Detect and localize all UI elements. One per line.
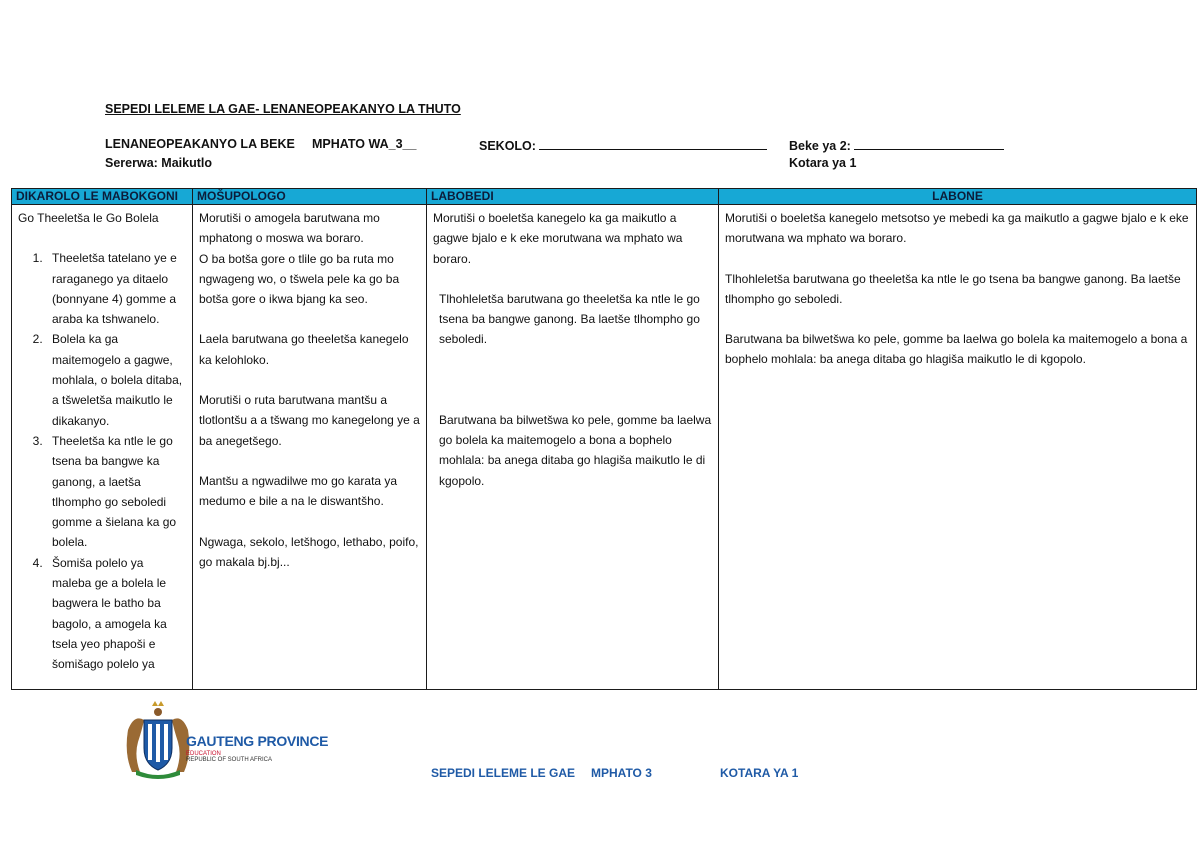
header-monday: MOŠUPOLOGO xyxy=(193,189,427,205)
table-header-row xyxy=(12,189,1197,205)
list-item: 3. Theeletša ka ntle le go tsena ba bangwe ka ganong, a laetša tlhompho go seboledi gomme a šielana ka go bolela. xyxy=(46,431,186,553)
tuesday-paragraph-3: Barutwana ba bilwetšwa ko pele, gomme ba laelwa go bolela ka maitemogelo a bona a bophelo mohlala: ba anega ditaba go hlagiša maikutlo le di kgopolo. xyxy=(439,412,712,488)
list-item: 2. Bolela ka ga maitemogelo a gagwe, mohlala, o bolela ditaba, a tšweletša maikutlo le dikakanyo. xyxy=(46,329,186,430)
document-title: SEPEDI LELEME LA GAE- LENANEOPEAKANYO LA THUTO xyxy=(105,102,461,116)
logo-name: GAUTENG PROVINCE xyxy=(186,733,329,749)
thursday-paragraph-1: Morutiši o boeletša kanegelo metsotso ye mebedi ka ga maikutlo a gagwe bjalo e k eke morutwana wa mphato wa boraro. xyxy=(725,211,1189,246)
monday-paragraph-4: Morutiši o ruta barutwana mantšu a tlotlontšu a a tšwang mo kanegelong ye a ba anegetšego. xyxy=(199,393,420,448)
thursday-paragraph-3: Barutwana ba bilwetšwa ko pele, gomme ba laelwa go bolela ka maitemogelo a bona a bophelo mohlala: ba anega ditaba go hlagiša maikutlo le di kgopolo. xyxy=(725,332,1188,367)
term-label: Kotara ya 1 xyxy=(789,156,857,170)
logo-department: EDUCATION xyxy=(186,751,221,757)
list-item: 1. Theeletša tatelano ye e raraganego ya ditaelo (bonnyane 4) gomme a araba ka tshwanelo. xyxy=(46,248,186,329)
header-thursday: LABONE xyxy=(719,189,1197,205)
tuesday-paragraph-2: Tlhohleletša barutwana go theeletša ka ntle le go tsena ba bangwe ganong. Ba laetše tlhompho go seboledi. xyxy=(439,291,700,347)
week-blank-line xyxy=(854,137,1004,150)
grade-label: MPHATO WA_3__ xyxy=(312,137,417,151)
monday-cell xyxy=(193,205,427,690)
skills-heading: Go Theeletša le Go Bolela xyxy=(18,211,159,225)
theme-label: Sererwa: Maikutlo xyxy=(105,156,212,170)
monday-paragraph-6: Ngwaga, sekolo, letšhogo, lethabo, poifo, go makala bj.bj... xyxy=(199,534,419,569)
monday-paragraph-1: Morutiši o amogela barutwana mo mphatong o moswa wa boraro. xyxy=(199,211,380,246)
tuesday-paragraph-1: Morutiši o boeletša kanegelo ka ga maikutlo a gagwe bjalo e k eke morutwana wa mphato wa boraro. xyxy=(433,211,683,266)
monday-paragraph-5: Mantšu a ngwadilwe mo go karata ya medumo e bile a na le diswantšho. xyxy=(199,473,398,509)
school-label: SEKOLO: xyxy=(479,139,536,153)
plan-label: LENANEOPEAKANYO LA BEKE xyxy=(105,137,295,151)
monday-paragraph-3: Laela barutwana go theeletša kanegelo ka kelohloko. xyxy=(199,332,409,367)
skills-cell xyxy=(12,205,193,690)
header-skills: DIKAROLO LE MABOKGONI xyxy=(12,189,193,205)
school-blank-line xyxy=(539,137,767,150)
week-label: Beke ya 2: xyxy=(789,139,851,153)
week-field xyxy=(789,137,1004,153)
list-item: 4. Šomiša polelo ya maleba ge a bolela le bagwera le batho ba bagolo, a amogela ka tsela yeo phapoši e šomišago polelo ya xyxy=(46,553,186,675)
table-row xyxy=(12,205,1197,690)
monday-paragraph-2: O ba botša gore o tlile go ba ruta mo ngwageng wo, o tšwela pele ka go ba botša gore o ikwa bjang ka seo. xyxy=(199,251,400,307)
skills-list xyxy=(18,248,186,674)
school-field xyxy=(479,137,767,153)
footer-grade: MPHATO 3 xyxy=(591,766,652,780)
logo-country: REPUBLIC OF SOUTH AFRICA xyxy=(186,757,273,763)
thursday-paragraph-2: Tlhohleletša barutwana go theeletša ka ntle le go tsena ba bangwe ganong. Ba laetše tlhompho go seboledi. xyxy=(725,271,1181,306)
thursday-cell xyxy=(719,205,1197,690)
footer-subject: SEPEDI LELEME LE GAE xyxy=(431,766,576,780)
footer-term: KOTARA YA 1 xyxy=(720,766,799,780)
lesson-plan-table xyxy=(11,188,1197,690)
logo-text xyxy=(186,733,328,763)
tuesday-cell xyxy=(427,205,719,690)
header-tuesday: LABOBEDI xyxy=(427,189,719,205)
